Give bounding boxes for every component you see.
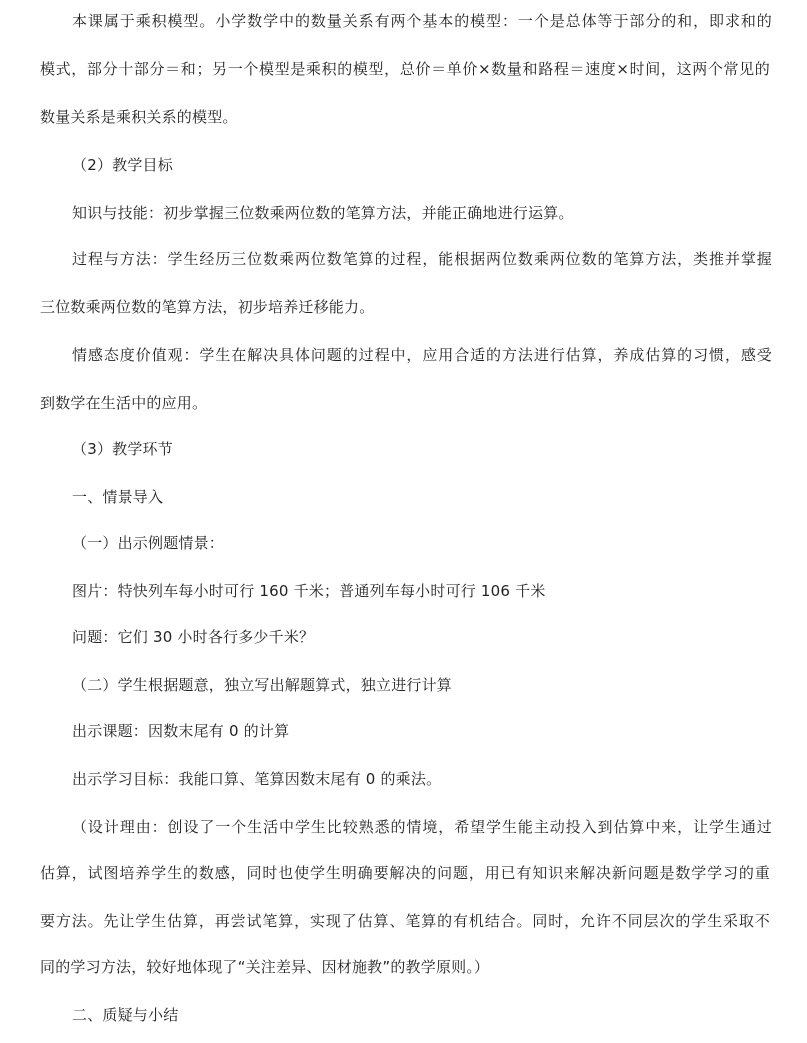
goal-knowledge-skill: 知识与技能：初步掌握三位数乘两位数的笔算方法，并能正确地进行运算。	[72, 204, 574, 222]
step-independent-calc: （二）学生根据题意，独立写出解题算式，独立进行计算	[72, 676, 453, 694]
goal-process-method-line-1: 过程与方法：学生经历三位数乘两位数笔算的过程，能根据两位数乘两位数的笔算方法，类推并掌握	[72, 250, 772, 268]
section-heading-teaching-goals: （2）教学目标	[72, 156, 173, 174]
goal-emotion-line-2: 到数学在生活中的应用。	[40, 394, 208, 412]
goal-process-method-line-2: 三位数乘两位数的笔算方法，初步培养迁移能力。	[40, 298, 375, 316]
show-lesson-topic: 出示课题：因数末尾有 0 的计算	[72, 722, 290, 740]
show-learning-goal: 出示学习目标：我能口算、笔算因数末尾有 0 的乘法。	[72, 770, 442, 788]
design-reason-line-2: 估算，试图培养学生的数感，同时也使学生明确要解决的问题，用已有知识来解决新问题是数学学习的重	[40, 864, 770, 882]
step-heading-scene-intro: 一、情景导入	[72, 488, 164, 506]
example-picture-text: 图片：特快列车每小时可行 160 千米；普通列车每小时可行 106 千米	[72, 582, 546, 600]
goal-emotion-line-1: 情感态度价值观：学生在解决具体问题的过程中，应用合适的方法进行估算，养成估算的习惯，感受	[72, 346, 772, 364]
section-heading-teaching-steps: （3）教学环节	[72, 440, 173, 458]
paragraph-intro-line-3: 数量关系是乘积关系的模型。	[40, 108, 238, 126]
example-question-text: 问题：它们 30 小时各行多少千米？	[72, 628, 315, 646]
design-reason-line-1: （设计理由：创设了一个生活中学生比较熟悉的情境，希望学生能主动投入到估算中来，让学生通过	[72, 818, 772, 836]
step-heading-question-summary: 二、质疑与小结	[72, 1006, 179, 1024]
design-reason-line-3: 要方法。先让学生估算，再尝试笔算，实现了估算、笔算的有机结合。同时，允许不同层次的学生采取不	[40, 912, 770, 930]
paragraph-intro-line-2: 模式，部分十部分＝和；另一个模型是乘积的模型，总价＝单价×数量和路程＝速度×时间，这两个常见的	[40, 60, 770, 78]
paragraph-intro-line-1: 本课属于乘积模型。小学数学中的数量关系有两个基本的模型：一个是总体等于部分的和，即求和的	[72, 12, 772, 30]
step-show-example: （一）出示例题情景：	[72, 534, 225, 552]
design-reason-line-4: 同的学习方法，较好地体现了“关注差异、因材施教”的教学原则。）	[40, 958, 490, 976]
